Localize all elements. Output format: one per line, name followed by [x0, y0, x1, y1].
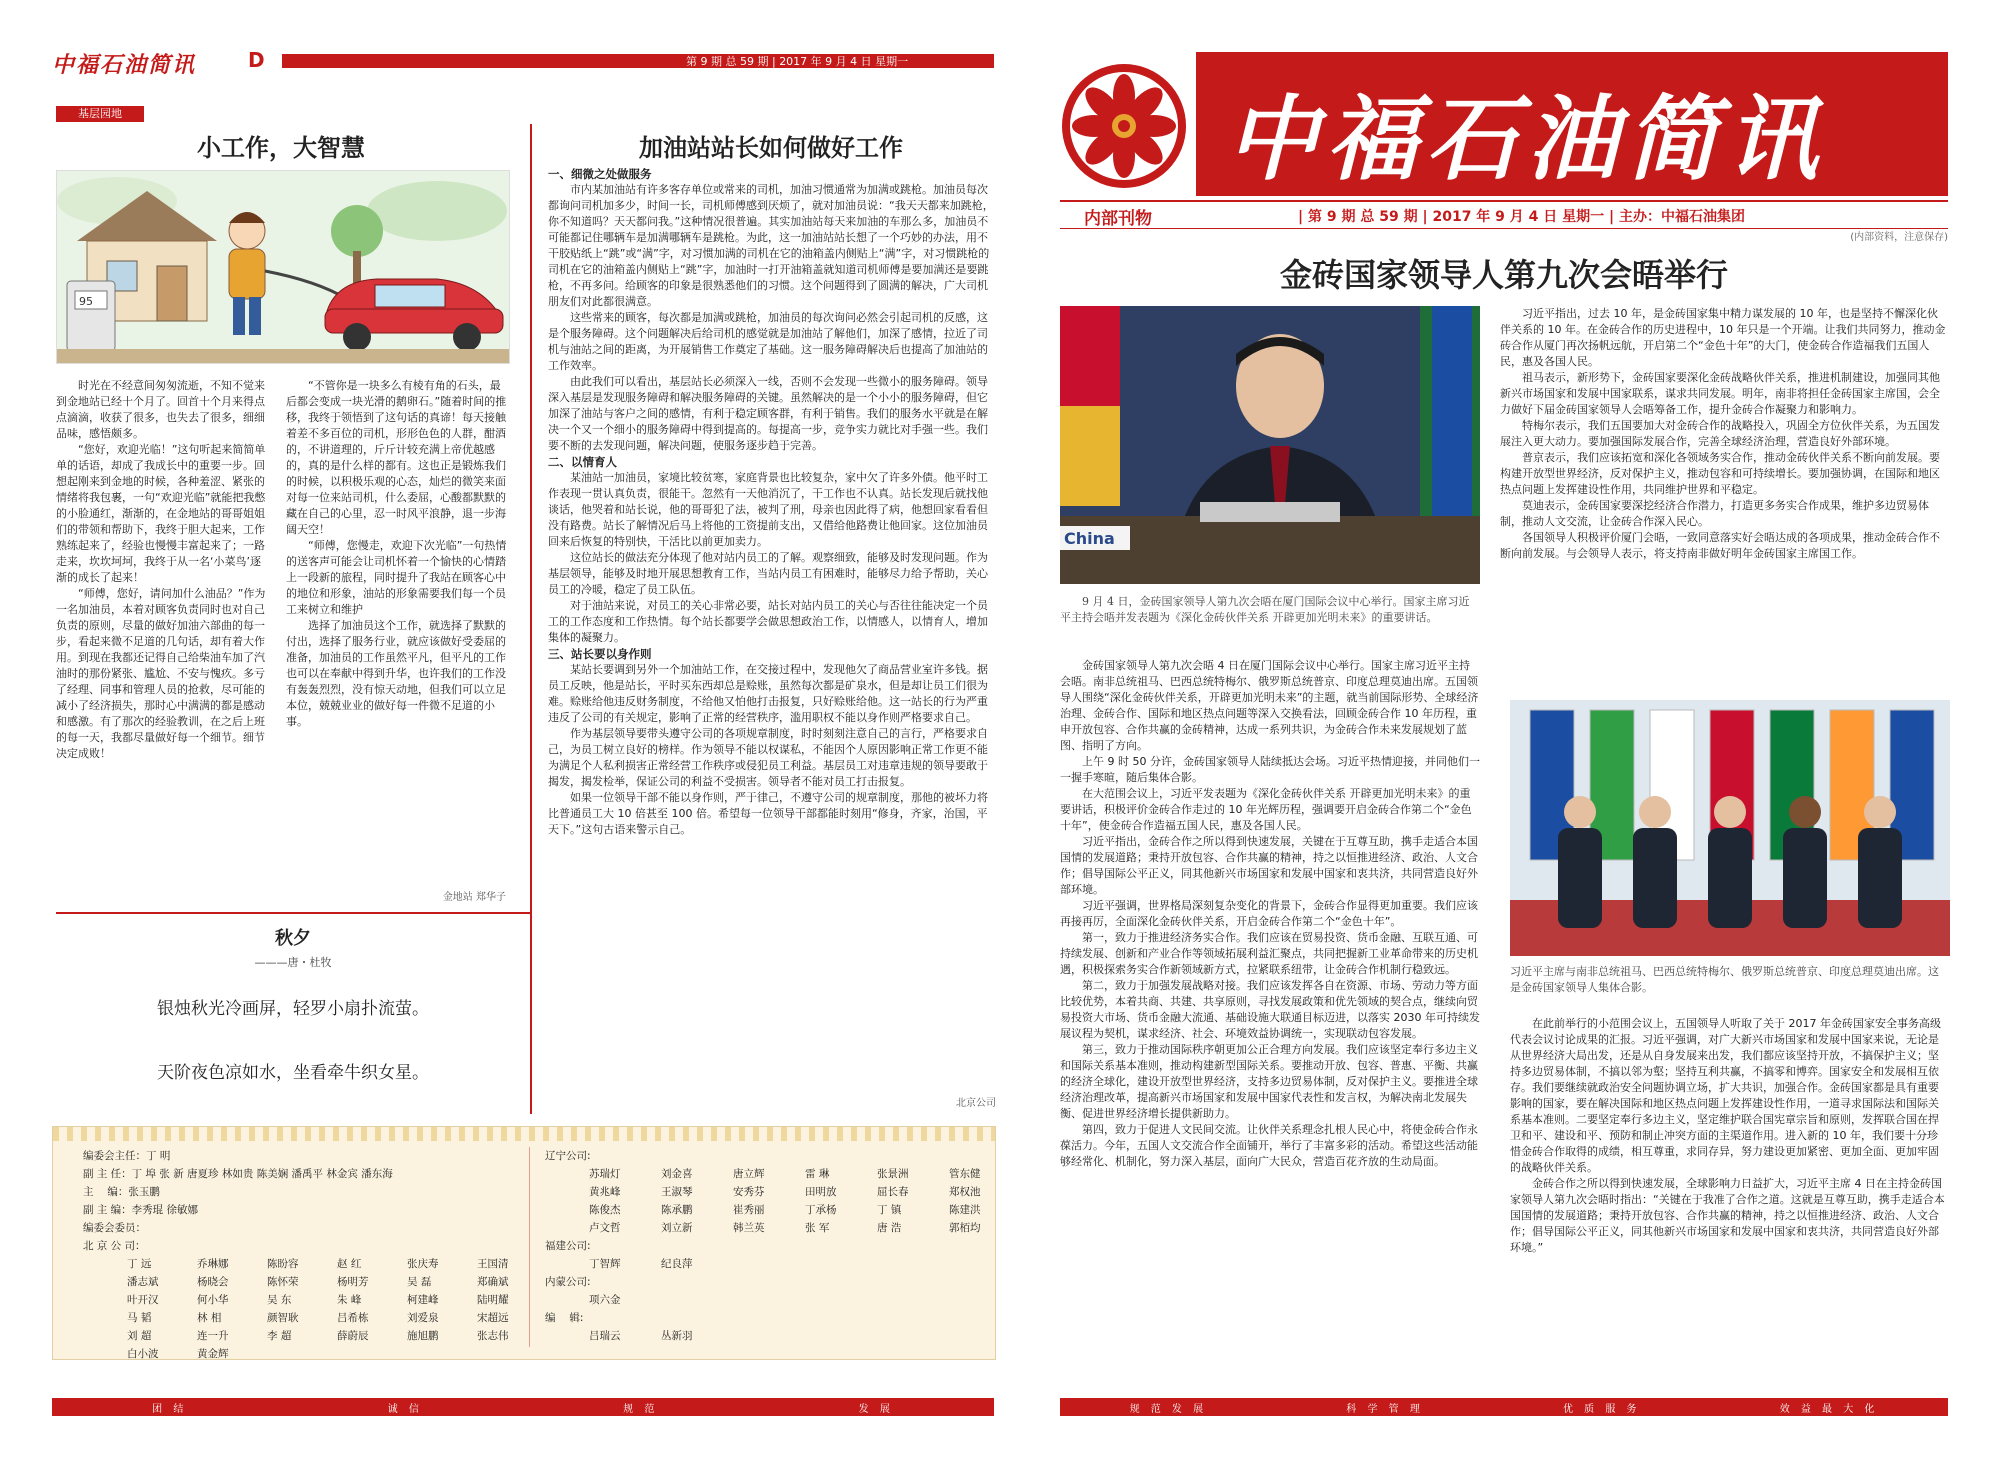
article1-paragraph: “师傅，您好，请问加什么油品？”作为一名加油员，本着对顾客负责同时也对自己负责的原则，尽量的做好加油六部曲的每一步，看起来微不足道的几句话，却有着大作用。到现在我都还记得自己给柴油车加了汽油时的那份紧张、尴尬、不安与愧疚。多亏了经理、同事和管理人员的抢救，尽可能的减小了经济损失，那时心中满满的都是感动和感激。有了那次的经验教训，在之后上班的每一天，我都尽量做好每一个细节。细节决定成败！: [56, 587, 266, 760]
editorial-name: 唐 浩: [877, 1222, 902, 1234]
editorial-name-row: [83, 1327, 513, 1345]
editorial-name: 张志伟: [477, 1330, 509, 1342]
editorial-line: 副 主 任：丁 埠 张 新 唐夏珍 林如贵 陈美娴 潘禹平 林金宾 潘东海: [83, 1168, 393, 1180]
editorial-name: 雷 琳: [805, 1168, 830, 1180]
editorial-name-row: [83, 1273, 513, 1291]
editorial-name: 王淑琴: [661, 1186, 693, 1198]
article2-paragraph: 某油站一加油员，家境比较贫寒，家庭背景也比较复杂，家中欠了许多外债。他平时工作表现一贯认真负责，很能干。忽然有一天他消沉了，干工作也不认真。站长发现后就找他谈话，他哭着和站长说，他的哥哥犯了法，被判了刑，母亲也因此得了病，他想回家看看但没有路费。站长了解情况后马上将他的工资提前支出，又借给他路费让他回家。这位加油员回来后恢复的特别快，干活比以前更加卖力。: [548, 471, 988, 548]
editorial-name: 颜智耿: [267, 1312, 299, 1324]
article1-column1: [56, 378, 270, 790]
summit-paragraph: 第三，致力于推动国际秩序朝更加公正合理方向发展。我们应该坚定奉行多边主义和国际关系基本准则，推动构建新型国际关系。要推动开放、包容、普惠、平衡、共赢的经济全球化，建设开放型世界经济，支持多边贸易体制，反对保护主义。要推进全球经济治理改革，提高新兴市场国家和发展中国家代表性和发言权，为解决南北发展失衡、促进世界经济增长提供新助力。: [1060, 1043, 1478, 1120]
editorial-name: 丁 镇: [877, 1204, 902, 1216]
main-headline: 金砖国家领导人第九次会晤举行: [1279, 256, 1728, 294]
editorial-left: [83, 1147, 513, 1360]
gas-station-illustration: [56, 170, 510, 364]
editorial-name: 项六金: [589, 1294, 621, 1306]
article2-paragraph: 作为基层领导要带头遵守公司的各项规章制度，时时刻刻注意自己的言行，严格要求自己，为员工树立良好的榜样。作为领导不能以权谋私，不能因个人原因影响正常工作更不能为满足个人私利损害正常经营工作秩序或侵犯员工利益。基层员工对违章违规的领导要敢于揭发，揭发检举，保证公司的利益不受损害。领导者不能对员工打击报复。: [548, 727, 988, 788]
poem-line: 银烛秋光冷画屏，轻罗小扇扑流萤。: [157, 999, 429, 1019]
summit-paragraph: 在大范围会议上，习近平发表题为《深化金砖伙伴关系 开辟更加光明未来》的重要讲话，积极评价金砖合作走过的 10 年光辉历程，强调要开启金砖合作第二个“金色十年”，使金砖合作造福五国人民，惠及各国人民。: [1060, 787, 1472, 832]
editorial-right: [545, 1147, 985, 1345]
article2-paragraph: 这些常来的顾客，每次都是加满或跳枪，加油员的每次询问必然会引起司机的反感，这是个服务障碍。这个问题解决后给司机的感觉就是加油站了解他们，加深了感情，拉近了司机与油站之间的距离，为开展销售工作奠定了基础。这一服务障碍解决后也提高了加油站的工作效率。: [548, 311, 988, 372]
section-tag: 基层园地: [56, 106, 144, 122]
masthead-title: 中福石油简讯: [1226, 85, 1827, 193]
editorial-name: 赵 红: [337, 1258, 362, 1270]
article2-paragraph: 市内某加油站有许多客存单位或常来的司机，加油习惯通常为加满或跳枪。加油员每次都询问司机加多少，时间一长，司机师傅感到厌烦了，就对加油员说：“我天天都来加跳枪，你不知道吗？天天都问我。”这种情况很普遍。其实加油站每天来加油的车那么多，加油员不可能都记住哪辆车是加满哪辆车是跳枪。为此，这一加油站站长想了一个巧妙的办法，用不干胶贴纸上“跳”或“满”字，对习惯加满的司机在它的油箱盖内侧贴上“满”字，对习惯跳枪的司机在它的油箱盖内侧贴上“跳”字，加油时一打开油箱盖就知道司机师傅是要加满还是要跳枪，不再多问。给顾客的印象是很熟悉他们的习惯。这个问题得到了圆满的解决，广大司机朋友们对此都很满意。: [548, 183, 994, 308]
editorial-name: 林 相: [197, 1312, 222, 1324]
editorial-name: 丛新羽: [661, 1330, 693, 1342]
footer-slogan: 规 范 发 展: [1129, 1403, 1208, 1415]
editorial-name: 刘 超: [127, 1330, 152, 1342]
editorial-name: 潘志斌: [127, 1276, 159, 1288]
article2-paragraph: 由此我们可以看出，基层站长必须深入一线，否则不会发现一些微小的服务障碍。领导深入基层是发现服务障碍和解决服务障碍的关键。虽然解决的是一个小小的服务障碍，但它加深了油站与客户之间的感情，有利于稳定顾客群，有利于销售。我们的服务水平就是在解决一个又一个细小的服务障碍中得到提高的。每提高一步，竞争实力就比对手强一些。我们要不断的去发现问题，解决问题，使服务逐步趋于完善。: [548, 375, 988, 452]
editorial-name: 宋超远: [477, 1312, 509, 1324]
article1-paragraph: “您好，欢迎光临！”这句听起来简简单单的话语，却成了我成长中的重要一步。回想起刚来到金地的时候，各种羞涩、紧张的情绪将我包裹，一句“欢迎光临”就能把我憋的小脸通红，渐渐的，在金地站的哥哥姐姐们的带领和帮助下，我终于胆大起来，工作熟练起来了，经验也慢慢丰富起来了；一路走来，坎坎坷坷，我终于从一名‘小菜鸟’逐渐的成长了起来！: [56, 443, 266, 584]
masthead-banner: [1196, 52, 1948, 196]
summit-paragraph: 第一，致力于推进经济务实合作。我们应该在贸易投资、货币金融、互联互通、可持续发展、创新和产业合作等领域拓展利益汇聚点，共同把握新工业革命带来的历史机遇，积极探索务实合作新领域新方式，拉紧联系纽带，让金砖合作机制行稳致远。: [1060, 931, 1478, 976]
editorial-section-label: 辽宁公司:: [545, 1150, 591, 1162]
article-divider: [56, 912, 530, 914]
internal-label: 内部刊物: [1084, 209, 1152, 229]
article2-paragraph: 如果一位领导干部不能以身作则，严于律己，不遵守公司的规章制度，那他的被坏力将比普通员工大 10 倍甚至 100 倍。希望每一位领导干部都能时刻用“修身，齐家，治国，平天下。”这句古语来警示自己。: [548, 791, 988, 836]
poem-title: 秋夕: [275, 928, 311, 949]
photo2-caption: 习近平主席与南非总统祖马、巴西总统特梅尔、俄罗斯总统普京、印度总理莫迪出席。这是金砖国家领导人集体合影。: [1510, 965, 1939, 994]
editorial-name: 郑权池: [949, 1186, 981, 1198]
article2-title: 加油站站长如何做好工作: [639, 134, 903, 162]
summit-article-column1: [1060, 658, 1480, 1368]
footer-slogan: 团 结: [152, 1403, 188, 1415]
editorial-name: 张 军: [805, 1222, 830, 1234]
editorial-name: 唐立辉: [733, 1168, 765, 1180]
article1-paragraph: 时光在不经意间匆匆流逝，不知不觉来到金地站已经十个月了。回首十个月来得点点滴滴，收获了很多，也失去了很多，细细品味，感悟颇多。: [56, 379, 265, 440]
editorial-name: 刘金喜: [661, 1168, 693, 1180]
editorial-board: [52, 1126, 996, 1360]
article2-body: [548, 166, 996, 1086]
summit-paragraph: 在此前举行的小范围会议上，五国领导人听取了关于 2017 年金砖国家安全事务高级代表会议讨论成果的汇报。习近平强调，对广大新兴市场国家和发展中国家来说，无论是从世界经济大局出发，还是从自身发展来出发，我们都应该坚持开放，不搞保护主义；坚持多边贸易体制，不搞以邻为壑；坚持互利共赢，不搞零和博弈。国家安全和发展相互依存。我们要继续就政治安全问题协调立场，扩大共识，加强合作。金砖国家都是具有重要影响的国家，要在解决国际和地区热点问题上发挥建设性作用，一道寻求国际法和国际关系基本准则。二要坚定奉行多边主义，坚定维护联合国宪章宗旨和原则，发挥联合国在捍卫和平、建设和平、预防和制止冲突方面的主渠道作用。进入新的 10 年，我们要十分珍惜金砖合作取得的成绩，相互尊重，求同存异，努力建设更加紧密、更加全面、更加牢固的战略伙伴关系。: [1510, 1017, 1941, 1174]
summit-paragraph: 祖马表示，新形势下，金砖国家要深化金砖战略伙伴关系，推进机制建设，加强同其他新兴市场国家和发展中国家联系，谋求共同发展。明年，南非将担任金砖国家主席国，会全力做好下届金砖国家领导人会晤筹备工作，提升金砖合作凝聚力和影响力。: [1500, 371, 1940, 416]
editorial-name: 张景洲: [877, 1168, 909, 1180]
editorial-name: 施旭鹏: [407, 1330, 439, 1342]
article2-subheading: 二、以情育人: [548, 455, 617, 469]
right-footer-slogans: [1060, 1398, 1948, 1416]
summit-paragraph: 习近平指出，过去 10 年，是金砖国家集中精力谋发展的 10 年，也是坚持不懈深化伙伴关系的 10 年。在金砖合作的历史进程中，10 年只是一个开端。让我们共同努力，推动金砖合作从厦门再次扬帆远航，开启第二个“金色十年”的大门，使金砖合作造福我们五国人民，惠及各国人民。: [1500, 307, 1946, 368]
editorial-name: 陈盼容: [267, 1258, 299, 1270]
confidential-note: (内部资料，注意保存): [1850, 232, 1948, 243]
masthead-info-bar: [1060, 200, 1948, 229]
header-issue-info: 第 9 期 总 59 期 | 2017 年 9 月 4 日 星期一: [686, 55, 909, 68]
masthead-sponsor: 主办：中福石油集团: [1619, 209, 1746, 225]
leaders-group-photo: [1510, 700, 1950, 956]
summit-paragraph: 第四，致力于促进人文民间交流。让伙伴关系理念扎根人民心中，将使金砖合作永葆活力。今年，五国人文交流合作全面铺开，举行了丰富多彩的活动。希望这些活动能够经常化、机制化，努力深入基层，面向广大民众，营造百花齐放的生动局面。: [1060, 1123, 1478, 1168]
summit-paragraph: 莫迪表示，金砖国家要深挖经济合作潜力，打造更多务实合作成果，维护多边贸易体制，推动人文交流，让金砖合作深入民心。: [1500, 499, 1929, 528]
editorial-name: 刘立新: [661, 1222, 693, 1234]
editorial-name: 张庆寿: [407, 1258, 439, 1270]
footer-slogan: 效 益 最 大 化: [1779, 1403, 1879, 1415]
summit-paragraph: 金砖合作之所以得到快速发展，全球影响力日益扩大，习近平主席 4 日在主持金砖国家领导人第九次会晤时指出：“关键在于我准了合作之道。这就是互尊互助，携手走适合本国国情的发展道路；秉持开放包容、合作共赢的精神，持之以恒推进经济、政治、人文合作；倡导国际公平正义，同其他新兴市场国家和发展中国家和衷共济，共同营造良好外部环境。”: [1510, 1177, 1945, 1254]
editorial-name: 安秀芬: [733, 1186, 765, 1198]
editorial-name: 柯建峰: [407, 1294, 439, 1306]
masthead-issue: | 第 9 期 总 59 期 | 2017 年 9 月 4 日 星期一 | 主办：中福石油集团: [1298, 209, 1746, 225]
page-letter: D: [248, 48, 265, 72]
company-logo: [1060, 62, 1188, 190]
svg-text:95: 95: [79, 295, 93, 308]
editorial-name: 丁承杨: [805, 1204, 837, 1216]
summit-paragraph: 第二，致力于加强发展战略对接。我们应该发挥各自在资源、市场、劳动力等方面比较优势，本着共商、共建、共享原则，寻找发展政策和优先领域的契合点，继续向贸易投资大市场、货币金融大流通、基础设施大联通目标迈进，以落实 2030 年可持续发展议程为契机，谋求经济、社会、环境效益协调统一，实现联动包容发展。: [1060, 979, 1480, 1040]
summit-speech-photo: [1060, 306, 1480, 584]
decorative-border: [53, 1127, 995, 1141]
editorial-name: 吴 磊: [407, 1276, 432, 1288]
footer-slogan: 诚 信: [387, 1403, 423, 1415]
article2-signature: 北京公司: [956, 1098, 996, 1109]
editorial-section-label: 编 辑:: [545, 1312, 584, 1324]
editorial-name: 屈长春: [877, 1186, 909, 1198]
editorial-name: 卢文哲: [589, 1222, 621, 1234]
editorial-name: 连一升: [197, 1330, 229, 1342]
footer-slogan: 发 展: [858, 1403, 894, 1415]
speech-photo-illustration: [1060, 306, 1480, 584]
editorial-name-row: [83, 1291, 513, 1309]
editorial-name: 陈建洪: [949, 1204, 981, 1216]
summit-article-column3: [1510, 1016, 1948, 1368]
article2-paragraph: 某站长要调到另外一个加油站工作，在交接过程中，发现他欠了商品营业室许多钱。据员工反映，他是站长，平时买东西却总是赊账，虽然每次都是矿泉水，但是却让员工们很为难。赊账给他违反财务制度，不给他又怕他打击报复，只好赊账给他。这一站长的行为严重违反了公司的有关规定，影响了正常的经营秩序，滥用职权不能以身作则严格要求自己。: [548, 663, 988, 724]
article2-paragraph: 对于油站来说，对员工的关心非常必要，站长对站内员工的关心与否往往能决定一个员工的工作态度和工作热情。每个站长都要学会做思想政治工作，以情感人，以情育人，增加集体的凝聚力。: [548, 599, 988, 644]
editorial-name: 杨晓会: [197, 1276, 229, 1288]
editorial-name: 纪良萍: [661, 1258, 693, 1270]
editorial-name: 田明放: [805, 1186, 837, 1198]
article2-subheading: 一、细微之处做服务: [548, 167, 652, 181]
editorial-name: 何小华: [197, 1294, 229, 1306]
editorial-name-row: [545, 1183, 985, 1201]
summit-paragraph: 各国领导人积极评价厦门会晤，一致同意落实好会晤达成的各项成果，推动金砖合作不断向前发展。与会领导人表示，将支持南非做好明年金砖国家主席国工作。: [1500, 531, 1940, 560]
editorial-name: 马 韬: [127, 1312, 152, 1324]
editorial-name: 刘爱泉: [407, 1312, 439, 1324]
editorial-name: 崔秀丽: [733, 1204, 765, 1216]
editorial-name-row: [83, 1255, 513, 1273]
summit-paragraph: 习近平指出，金砖合作之所以得到快速发展，关键在于互尊互助，携手走适合本国国情的发展道路；秉持开放包容、合作共赢的精神，持之以恒推进经济、政治、人文合作；倡导国际公平正义，同其他新兴市场国家和发展中国家和衷共济，共同营造良好外部环境。: [1060, 835, 1478, 896]
editorial-section-label: 内蒙公司:: [545, 1276, 591, 1288]
editorial-line: 编委会委员：: [83, 1222, 146, 1234]
article1-paragraph: “不管你是一块多么有棱有角的石头，最后都会变成一块光滑的鹅卵石。”随着时间的推移，我终于领悟到了这句话的真谛！每天接触着差不多百位的司机，形形色色的人群，酣酒的，不讲道理的，斤斤计较充满上帝优越感的，真的是什么样的都有。这也正是锻炼我们的时候，以积极乐观的心态，灿烂的微笑来面对每一位来站司机，什么委屈，心酸都默默的藏在自己的心里，忍一时风平浪静，退一步海阔天空！: [286, 379, 507, 536]
article1-column2: [286, 378, 508, 790]
editorial-name-row: [545, 1165, 985, 1183]
editorial-name-row: [545, 1255, 985, 1273]
editorial-name-row: [545, 1201, 985, 1219]
china-placard: China: [1064, 529, 1115, 548]
article1-signature: 金地站 郑华子: [442, 892, 506, 903]
editorial-name: 管东健: [949, 1168, 981, 1180]
brand-name: 中福石油简讯: [52, 52, 197, 78]
editorial-name: 陈承鹏: [661, 1204, 693, 1216]
editorial-name: 叶开汉: [127, 1294, 159, 1306]
leader-figure: [1633, 796, 1677, 928]
summit-article-column2: [1500, 306, 1948, 694]
editorial-name-row: [545, 1219, 985, 1237]
editorial-name: 丁 远: [127, 1258, 152, 1270]
issue-number: 第 9 期 总 59 期: [686, 55, 769, 68]
masthead-issue-number: 第 9 期 总 59 期: [1308, 209, 1418, 225]
editorial-name: 吕瑞云: [589, 1330, 621, 1342]
editorial-section-label: 福建公司:: [545, 1240, 591, 1252]
editorial-name: 丁智辉: [589, 1258, 621, 1270]
logo-emblem-icon: [1060, 62, 1188, 190]
editorial-name-row: [83, 1345, 513, 1360]
masthead-date: 2017 年 9 月 4 日 星期一: [1432, 209, 1605, 225]
poem-line: 天阶夜色凉如水，坐看牵牛织女星。: [157, 1063, 429, 1083]
leader-figure: [1708, 796, 1752, 928]
editorial-name: 陈怀荣: [267, 1276, 299, 1288]
footer-slogan: 规 范: [623, 1403, 659, 1415]
editorial-name: 薛蔚辰: [337, 1330, 369, 1342]
editorial-name: 陆明耀: [477, 1294, 509, 1306]
cartoon-scene: [57, 171, 509, 363]
editorial-line: 编委会主任：丁 明: [83, 1150, 171, 1162]
editorial-line: 副 主 编：李秀琨 徐敏娜: [83, 1204, 199, 1216]
editorial-name: 黄金辉: [197, 1348, 229, 1360]
editorial-name: 陈俊杰: [589, 1204, 621, 1216]
editorial-name: 苏瑞灯: [589, 1168, 621, 1180]
photo1-caption: 9 月 4 日，金砖国家领导人第九次会晤在厦门国际会议中心举行。国家主席习近平主持会晤并发表题为《深化金砖伙伴关系 开辟更加光明未来》的重要讲话。: [1060, 595, 1470, 624]
editorial-name: 吕希栋: [337, 1312, 369, 1324]
editorial-name: 郭栢均: [949, 1222, 981, 1234]
group-photo-illustration: [1510, 700, 1950, 956]
editorial-name-row: [545, 1291, 985, 1309]
article2-subheading: 三、站长要以身作则: [548, 647, 652, 661]
editorial-name: 郑确斌: [477, 1276, 509, 1288]
left-running-header: [52, 48, 994, 78]
editorial-name: 王国清: [477, 1258, 509, 1270]
article1-title: 小工作，大智慧: [197, 134, 365, 162]
summit-paragraph: 普京表示，我们应该拓宽和深化各领域务实合作，推动金砖伙伴关系不断向前发展。要构建开放型世界经济，反对保护主义，推动包容和可持续增长。要加强协调，在国际和地区热点问题上发挥建设性作用，共同维护世界和平稳定。: [1500, 451, 1940, 496]
editorial-name: 乔琳娜: [197, 1258, 229, 1270]
editorial-name: 韩兰英: [733, 1222, 765, 1234]
footer-slogan: 科 学 管 理: [1346, 1403, 1424, 1415]
editorial-name: 白小波: [127, 1348, 159, 1360]
editorial-divider: [529, 1147, 530, 1347]
poem-author: ———唐・杜牧: [254, 956, 332, 969]
editorial-line: 北 京 公 司：: [83, 1240, 146, 1252]
article1-paragraph: “师傅，您慢走，欢迎下次光临”一句热情的送客声可能会让司机怀着一个愉快的心情踏上一段新的旅程，同时提升了我站在顾客心中的地位和形象，油站的形象需要我们每一个员工来树立和维护: [286, 539, 507, 616]
editorial-name-row: [83, 1309, 513, 1327]
column-divider: [530, 124, 532, 1114]
leader-figure: [1558, 796, 1602, 928]
summit-paragraph: 上午 9 时 50 分许，金砖国家领导人陆续抵达会场。习近平热情迎接，并同他们一一握手寒暄，随后集体合影。: [1060, 755, 1480, 784]
leader-figure: [1783, 796, 1827, 928]
editorial-name-row: [545, 1327, 985, 1345]
editorial-name: 吴 东: [267, 1294, 292, 1306]
leader-figure: [1858, 796, 1902, 928]
summit-paragraph: 习近平强调，世界格局深刻复杂变化的背景下，金砖合作显得更加重要。我们应该再接再厉，全面深化金砖伙伴关系，开启金砖合作第二个“金色十年”。: [1060, 899, 1478, 928]
summit-paragraph: 金砖国家领导人第九次会晤 4 日在厦门国际会议中心举行。国家主席习近平主持会晤。南非总统祖马、巴西总统特梅尔、俄罗斯总统普京、印度总理莫迪出席。五国领导人围绕“深化金砖伙伴关系，开辟更加光明未来”的主题，就当前国际形势、全球经济治理、金砖合作、国际和地区热点问题等深入交换看法，回顾金砖合作 10 年历程，重申开放包容、合作共赢的金砖精神，达成一系列共识，为金砖合作未来发展规划了蓝图、指明了方向。: [1060, 659, 1479, 752]
editorial-name: 朱 峰: [337, 1294, 362, 1306]
editorial-line: 主 编：张玉鹏: [83, 1186, 160, 1198]
editorial-name: 李 超: [267, 1330, 292, 1342]
footer-slogan: 优 质 服 务: [1562, 1403, 1641, 1415]
article2-paragraph: 这位站长的做法充分体现了他对站内员工的了解。观察细致，能够及时发现问题。作为基层领导，能够及时地开展思想教育工作，当站内员工有困难时，能够尽力给予帮助，关心员工的冷暖，稳定了员工队伍。: [548, 551, 988, 596]
summit-paragraph: 特梅尔表示，我们五国要加大对金砖合作的战略投入，巩固全方位伙伴关系，为五国发展注入更大动力。要加强国际发展合作，完善全球经济治理，营造良好外部环境。: [1500, 419, 1940, 448]
editorial-name: 杨明芳: [337, 1276, 369, 1288]
left-footer-slogans: [52, 1398, 994, 1416]
issue-date: 2017 年 9 月 4 日: [779, 55, 872, 68]
article1-paragraph: 选择了加油员这个工作，就选择了默默的付出，选择了服务行业，就应该做好受委屈的准备，加油员的工作虽然平凡，但平凡的工作也可以在奉献中得到升华，也许我们的工作没有轰轰烈烈，没有惊天动地，但我们可以立足本位，兢兢业业的做好每一件微不足道的小事。: [286, 619, 506, 728]
issue-weekday: 星期一: [875, 55, 909, 68]
editorial-name: 黄兆峰: [589, 1186, 621, 1198]
